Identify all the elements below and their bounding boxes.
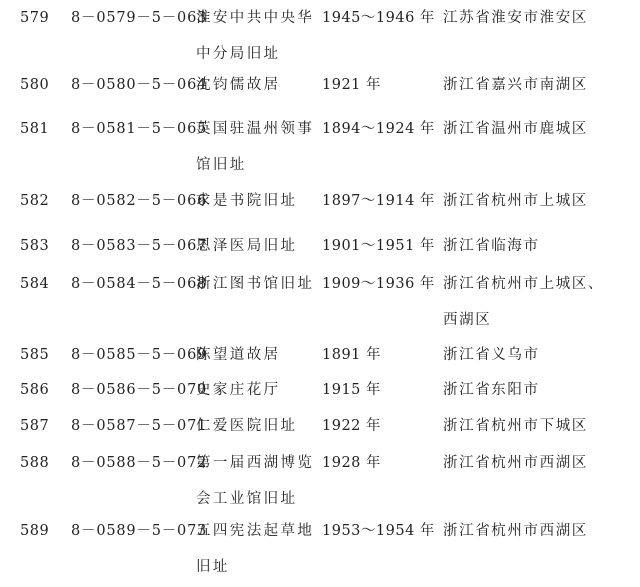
row-number: 586 (20, 382, 50, 398)
row-number: 587 (20, 418, 50, 434)
location-line: 浙江省杭州市上城区 (443, 193, 588, 209)
heritage-code: 8－0584－5－068 (71, 276, 208, 292)
site-name-line: 第一届西湖博览 (196, 455, 315, 471)
site-name-line: 馆旧址 (196, 157, 247, 173)
site-name (196, 372, 316, 408)
table-row (0, 445, 640, 505)
site-name-line: 史家庄花厅 (196, 382, 281, 398)
table-row (0, 513, 640, 573)
row-number: 582 (20, 193, 50, 209)
site-name (196, 408, 316, 444)
row-number: 580 (20, 77, 50, 93)
period: 1897～1914 年 (322, 193, 435, 209)
site-name-line: 浙江图书馆旧址 (196, 276, 315, 292)
heritage-code: 8－0586－5－070 (71, 382, 208, 398)
location-line: 浙江省嘉兴市南湖区 (443, 77, 588, 93)
site-name-line: 会工业馆旧址 (196, 491, 298, 507)
location (443, 513, 633, 549)
row-number: 588 (20, 455, 50, 471)
site-name-line: 沈钧儒故居 (196, 77, 281, 93)
site-name-line: 求是书院旧址 (196, 193, 298, 209)
period: 1921 年 (322, 77, 382, 93)
site-name-line: 仁爱医院旧址 (196, 418, 298, 434)
location (443, 111, 633, 147)
site-name-line: 旧址 (196, 559, 230, 575)
row-number: 583 (20, 238, 50, 254)
location-line: 江苏省淮安市淮安区 (443, 10, 588, 26)
location (443, 337, 633, 373)
location-line: 浙江省杭州市下城区 (443, 418, 588, 434)
site-name-line: 英国驻温州领事 (196, 121, 315, 137)
period: 1901～1951 年 (322, 238, 435, 254)
location (443, 445, 633, 481)
site-name (196, 183, 316, 219)
site-name-line: 淮安中共中央华 (196, 10, 315, 26)
heritage-code: 8－0588－5－072 (71, 455, 208, 471)
site-name (196, 0, 316, 72)
period: 1915 年 (322, 382, 382, 398)
heritage-code: 8－0581－5－065 (71, 121, 208, 137)
table-row (0, 266, 640, 326)
heritage-code: 8－0582－5－066 (71, 193, 208, 209)
heritage-code: 8－0589－5－073 (71, 523, 208, 539)
table-row (0, 111, 640, 171)
period: 1909～1936 年 (322, 276, 435, 292)
site-name-line: 陈望道故居 (196, 347, 281, 363)
location (443, 67, 633, 103)
heritage-code: 8－0580－5－064 (71, 77, 208, 93)
row-number: 584 (20, 276, 50, 292)
row-number: 581 (20, 121, 50, 137)
row-number: 585 (20, 347, 50, 363)
site-name-line: 中分局旧址 (196, 46, 281, 62)
location-line: 浙江省杭州市西湖区 (443, 455, 588, 471)
location (443, 408, 633, 444)
site-name (196, 337, 316, 373)
row-number: 579 (20, 10, 50, 26)
heritage-code: 8－0583－5－067 (71, 238, 208, 254)
site-name (196, 228, 316, 264)
location (443, 228, 633, 264)
period: 1953～1954 年 (322, 523, 435, 539)
location-line: 西湖区 (443, 312, 492, 328)
period: 1894～1924 年 (322, 121, 435, 137)
heritage-code: 8－0579－5－063 (71, 10, 208, 26)
location-line: 浙江省义乌市 (443, 347, 540, 363)
period: 1922 年 (322, 418, 382, 434)
site-name (196, 266, 316, 302)
location-line: 浙江省杭州市西湖区 (443, 523, 588, 539)
period: 1928 年 (322, 455, 382, 471)
row-number: 589 (20, 523, 50, 539)
location-line: 浙江省临海市 (443, 238, 540, 254)
site-name (196, 445, 316, 517)
table-row (0, 0, 640, 60)
location-line: 浙江省温州市鹿城区 (443, 121, 588, 137)
site-name-line: 恩泽医局旧址 (196, 238, 298, 254)
site-name-line: 五四宪法起草地 (196, 523, 315, 539)
location (443, 372, 633, 408)
location (443, 183, 633, 219)
location-line: 浙江省杭州市上城区、 (443, 276, 604, 292)
location (443, 266, 633, 338)
site-name (196, 513, 316, 585)
period: 1945～1946 年 (322, 10, 435, 26)
period: 1891 年 (322, 347, 382, 363)
site-name (196, 67, 316, 103)
heritage-code: 8－0585－5－069 (71, 347, 208, 363)
location-line: 浙江省东阳市 (443, 382, 540, 398)
location (443, 0, 633, 36)
heritage-code: 8－0587－5－071 (71, 418, 208, 434)
site-name (196, 111, 316, 183)
